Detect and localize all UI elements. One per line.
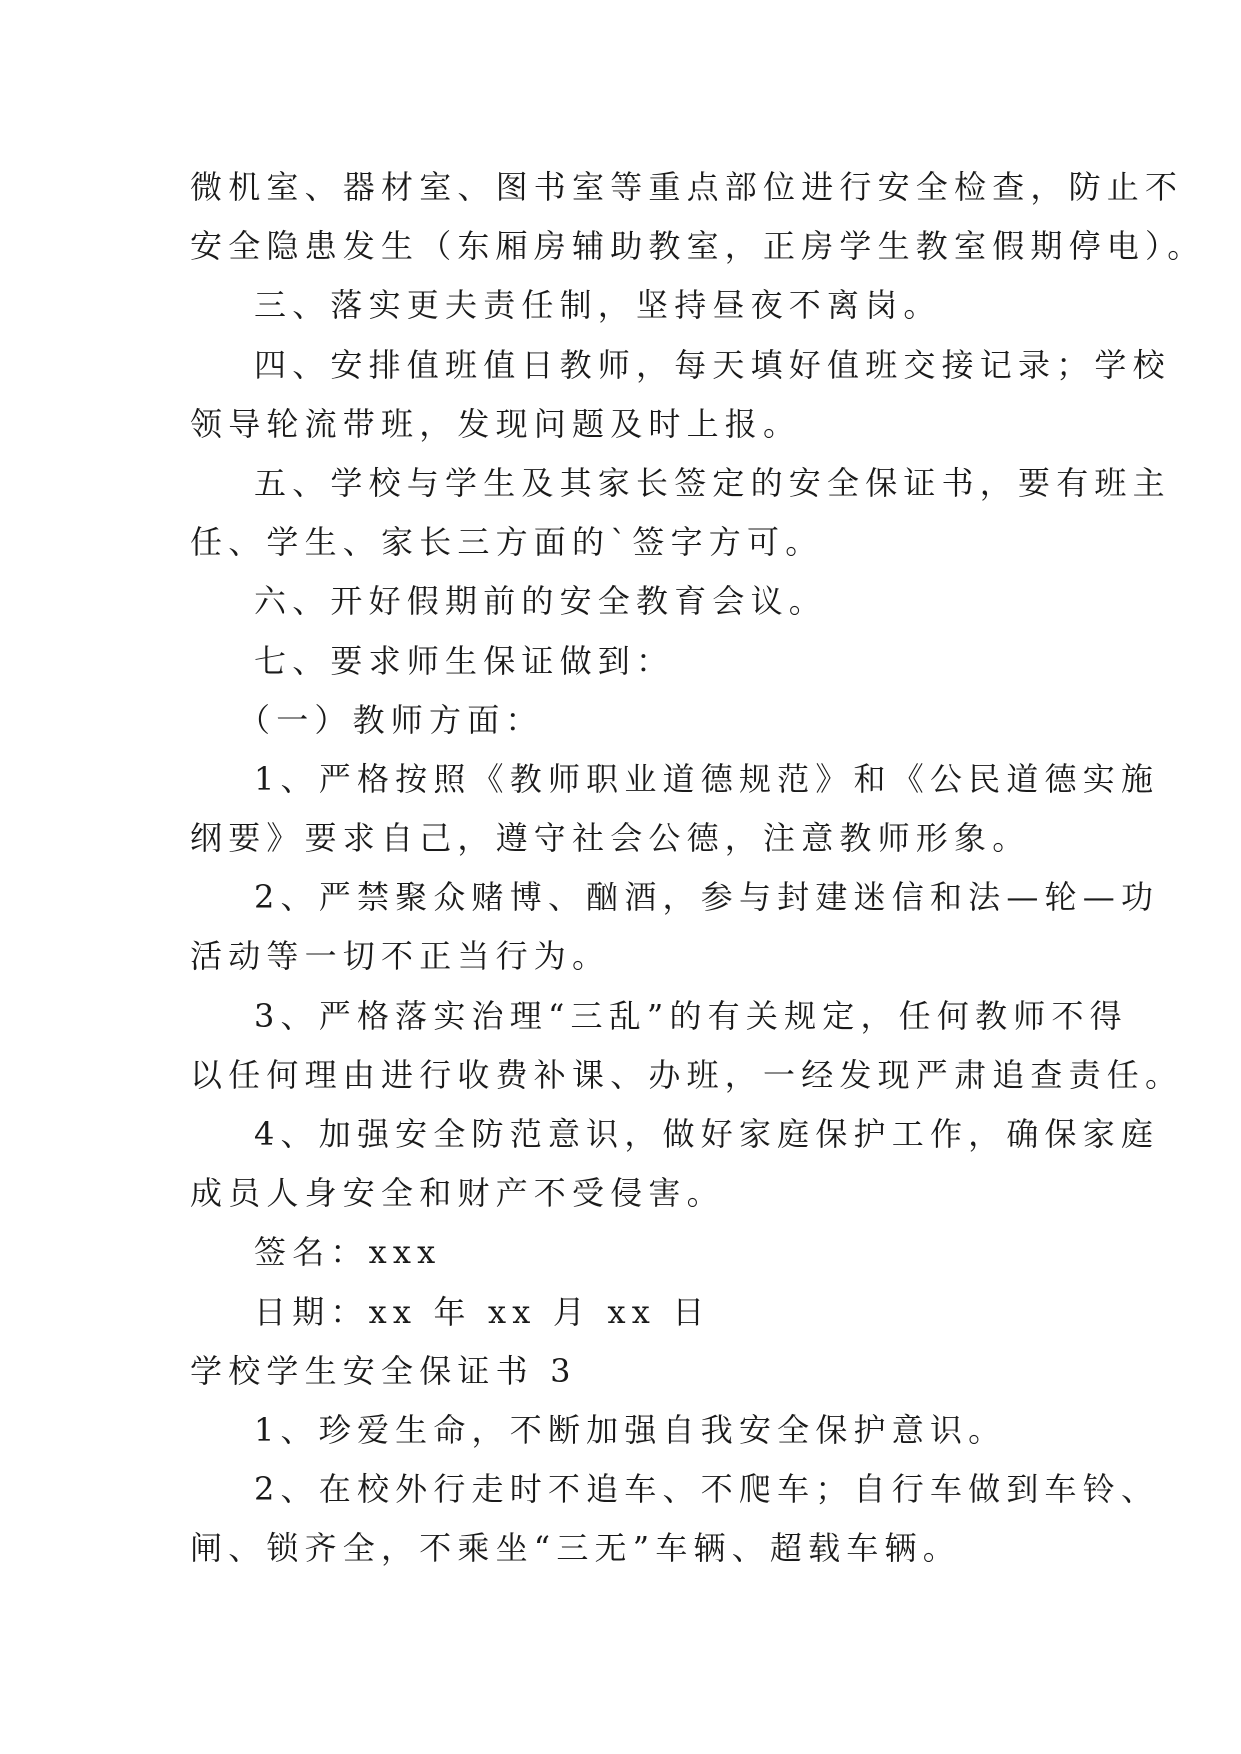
date-line: 日期：xx 年 xx 月 xx 日 (254, 1292, 711, 1331)
document-body (190, 158, 1206, 1579)
paragraph-line: 微机室、器材室、图书室等重点部位进行安全检查，防止不 (190, 168, 1184, 206)
paragraph-line: 安全隐患发生（东厢房辅助教室，正房学生教室假期停电）。 (190, 227, 1206, 266)
paragraph-line: 闸、锁齐全，不乘坐“三无”车辆、超载车辆。 (190, 1529, 961, 1568)
paragraph-line: 活动等一切不正当行为。 (190, 937, 611, 976)
item-5-line: 五、学校与学生及其家长签定的安全保证书，要有班主 (254, 463, 1171, 502)
rule-1-line: 1、严格按照《教师职业道德规范》和《公民道德实施 (254, 759, 1160, 798)
item-6-line: 六、开好假期前的安全教育会议。 (254, 582, 828, 621)
item-4-line: 四、安排值班值日教师，每天填好值班交接记录；学校 (254, 345, 1171, 384)
item-3-line: 三、落实更夫责任制，坚持昼夜不离岗。 (254, 286, 942, 325)
paragraph-line: 纲要》要求自己，遵守社会公德，注意教师形象。 (190, 819, 1031, 858)
paragraph-line: 以任何理由进行收费补课、办班，一经发现严肃追查责任。 (190, 1055, 1184, 1094)
section-title: 学校学生安全保证书 3 (190, 1351, 577, 1390)
rule-3-line: 3、严格落实治理“三乱”的有关规定，任何教师不得 (254, 996, 1128, 1035)
rule-2-line: 2、严禁聚众赌博、酗酒，参与封建迷信和法—轮—功 (254, 878, 1160, 917)
paragraph-line: 任、学生、家长三方面的`签字方可。 (190, 523, 824, 562)
item-7-line: 七、要求师生保证做到： (254, 641, 675, 680)
student-rule-1-line: 1、珍爱生命，不断加强自我安全保护意识。 (254, 1410, 1007, 1449)
paragraph-line: 领导轮流带班，发现问题及时上报。 (190, 404, 802, 443)
rule-4-line: 4、加强安全防范意识，做好家庭保护工作，确保家庭 (254, 1115, 1160, 1153)
subsection-heading: （一）教师方面： (238, 700, 544, 739)
signature-line: 签名：xxx (254, 1233, 442, 1272)
student-rule-2-line: 2、在校外行走时不追车、不爬车；自行车做到车铃、 (254, 1470, 1160, 1509)
paragraph-line: 成员人身安全和财产不受侵害。 (190, 1174, 725, 1213)
